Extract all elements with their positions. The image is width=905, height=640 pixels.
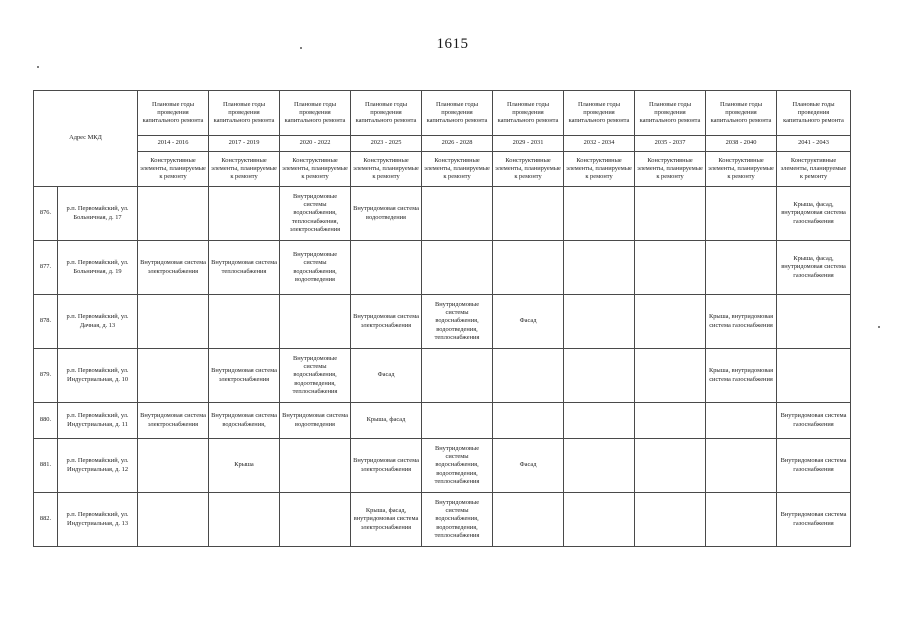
header-years-row <box>34 136 851 152</box>
elements-cell <box>564 439 635 493</box>
period-years-cell: 2020 - 2022 <box>280 136 351 152</box>
elements-cell: Внутридомовая система электроснабжения <box>351 295 422 349</box>
elements-cell <box>564 349 635 403</box>
elements-cell <box>635 187 706 241</box>
elements-cell <box>706 493 777 547</box>
period-years-cell: 2026 - 2028 <box>422 136 493 152</box>
period-years-cell: 2032 - 2034 <box>564 136 635 152</box>
elements-cell <box>493 241 564 295</box>
elements-cell: Крыша, фасад, внутридомовая система электроснабжения <box>351 493 422 547</box>
header-period-row <box>34 91 851 136</box>
period-title-cell: Плановые годы проведения капитального ремонта <box>564 91 635 136</box>
elements-cell <box>422 241 493 295</box>
scan-speck <box>300 47 302 49</box>
elements-cell: Внутридомовая система электроснабжения <box>209 349 280 403</box>
elements-header-cell: Конструктивные элементы, планируемые к ремонту <box>635 152 706 187</box>
period-years-cell: 2023 - 2025 <box>351 136 422 152</box>
period-title-cell: Плановые годы проведения капитального ремонта <box>209 91 280 136</box>
elements-cell: Внутридомовая система газоснабжения <box>777 439 851 493</box>
elements-cell <box>635 403 706 439</box>
elements-header-cell: Конструктивные элементы, планируемые к ремонту <box>706 152 777 187</box>
elements-cell: Внутридомовые системы водоснабжения, водоотведения <box>280 241 351 295</box>
address-cell: р.п. Первомайский, ул. Дачная, д. 13 <box>58 295 138 349</box>
elements-cell <box>564 403 635 439</box>
header-elements-row <box>34 152 851 187</box>
period-years-cell: 2041 - 2043 <box>777 136 851 152</box>
period-years-cell: 2014 - 2016 <box>138 136 209 152</box>
elements-cell <box>209 295 280 349</box>
elements-cell <box>422 349 493 403</box>
table-row <box>34 493 851 547</box>
table-row <box>34 187 851 241</box>
period-years-cell: 2017 - 2019 <box>209 136 280 152</box>
elements-cell <box>564 493 635 547</box>
elements-cell: Внутридомовая система электроснабжения <box>138 403 209 439</box>
elements-cell <box>138 187 209 241</box>
period-title-cell: Плановые годы проведения капитального ремонта <box>706 91 777 136</box>
table-row <box>34 241 851 295</box>
elements-cell <box>564 241 635 295</box>
elements-cell <box>351 241 422 295</box>
row-number: 879. <box>34 349 58 403</box>
scan-speck <box>37 66 39 68</box>
elements-cell: Внутридомовая система газоснабжения <box>777 403 851 439</box>
elements-cell: Внутридомовая система водоотведения <box>280 403 351 439</box>
elements-cell: Внутридомовые системы водоснабжения, водоотведения, теплоснабжения <box>422 439 493 493</box>
elements-cell <box>280 439 351 493</box>
period-years-cell: 2038 - 2040 <box>706 136 777 152</box>
address-cell: р.п. Первомайский, ул. Индустриальная, д. 11 <box>58 403 138 439</box>
elements-cell <box>635 493 706 547</box>
elements-cell: Фасад <box>351 349 422 403</box>
period-title-cell: Плановые годы проведения капитального ремонта <box>493 91 564 136</box>
elements-cell: Внутридомовые системы водоснабжения, водоотведения, теплоснабжения <box>422 493 493 547</box>
elements-cell: Внутридомовая система теплоснабжения <box>209 241 280 295</box>
row-number: 878. <box>34 295 58 349</box>
repair-schedule-table <box>33 90 851 547</box>
elements-cell <box>209 187 280 241</box>
elements-cell: Крыша, фасад, внутридомовая система газоснабжения <box>777 241 851 295</box>
elements-cell <box>777 295 851 349</box>
address-cell: р.п. Первомайский, ул. Индустриальная, д. 13 <box>58 493 138 547</box>
elements-cell <box>138 295 209 349</box>
elements-cell <box>493 493 564 547</box>
elements-header-cell: Конструктивные элементы, планируемые к ремонту <box>777 152 851 187</box>
elements-cell: Внутридомовые системы водоснабжения, теплоснабжения, электроснабжения <box>280 187 351 241</box>
table-row <box>34 403 851 439</box>
scan-speck <box>878 326 880 328</box>
elements-cell <box>706 187 777 241</box>
elements-cell: Крыша, фасад <box>351 403 422 439</box>
period-title-cell: Плановые годы проведения капитального ремонта <box>280 91 351 136</box>
address-cell: р.п. Первомайский, ул. Индустриальная, д. 10 <box>58 349 138 403</box>
address-header: Адрес МКД <box>34 91 138 187</box>
elements-header-cell: Конструктивные элементы, планируемые к ремонту <box>280 152 351 187</box>
page-number: 1615 <box>436 36 469 52</box>
row-number: 881. <box>34 439 58 493</box>
elements-cell <box>138 493 209 547</box>
elements-cell <box>138 439 209 493</box>
elements-cell <box>635 295 706 349</box>
elements-cell: Внутридомовая система газоснабжения <box>777 493 851 547</box>
elements-cell <box>493 349 564 403</box>
elements-cell: Внутридомовые системы водоснабжения, водоотведения, теплоснабжения <box>422 295 493 349</box>
elements-cell: Крыша <box>209 439 280 493</box>
table-row <box>34 439 851 493</box>
elements-cell: Внутридомовая система водоотведения <box>351 187 422 241</box>
period-years-cell: 2029 - 2031 <box>493 136 564 152</box>
elements-cell <box>209 493 280 547</box>
period-title-cell: Плановые годы проведения капитального ремонта <box>351 91 422 136</box>
elements-cell <box>777 349 851 403</box>
row-number: 876. <box>34 187 58 241</box>
period-title-cell: Плановые годы проведения капитального ремонта <box>422 91 493 136</box>
table-row <box>34 295 851 349</box>
address-cell: р.п. Первомайский, ул. Больничная, д. 19 <box>58 241 138 295</box>
row-number: 882. <box>34 493 58 547</box>
elements-cell <box>422 187 493 241</box>
elements-cell: Фасад <box>493 295 564 349</box>
elements-cell <box>635 439 706 493</box>
period-title-cell: Плановые годы проведения капитального ремонта <box>635 91 706 136</box>
elements-cell: Крыша, внутридомовая система газоснабжения <box>706 349 777 403</box>
elements-cell <box>422 403 493 439</box>
elements-cell <box>564 187 635 241</box>
elements-header-cell: Конструктивные элементы, планируемые к ремонту <box>564 152 635 187</box>
period-years-cell: 2035 - 2037 <box>635 136 706 152</box>
elements-cell <box>706 241 777 295</box>
elements-cell <box>493 187 564 241</box>
elements-header-cell: Конструктивные элементы, планируемые к ремонту <box>138 152 209 187</box>
elements-header-cell: Конструктивные элементы, планируемые к ремонту <box>422 152 493 187</box>
elements-cell: Внутридомовая система электроснабжения <box>138 241 209 295</box>
elements-header-cell: Конструктивные элементы, планируемые к ремонту <box>209 152 280 187</box>
elements-cell <box>706 439 777 493</box>
elements-cell <box>635 349 706 403</box>
elements-cell <box>280 295 351 349</box>
elements-cell <box>493 403 564 439</box>
table-row <box>34 349 851 403</box>
elements-cell <box>280 493 351 547</box>
elements-cell <box>635 241 706 295</box>
row-number: 877. <box>34 241 58 295</box>
elements-cell: Внутридомовая система водоснабжения, <box>209 403 280 439</box>
elements-cell: Внутридомовые системы водоснабжения, водоотведения, теплоснабжения <box>280 349 351 403</box>
elements-header-cell: Конструктивные элементы, планируемые к ремонту <box>493 152 564 187</box>
elements-cell: Внутридомовая система электроснабжения <box>351 439 422 493</box>
elements-header-cell: Конструктивные элементы, планируемые к ремонту <box>351 152 422 187</box>
period-title-cell: Плановые годы проведения капитального ремонта <box>138 91 209 136</box>
elements-cell: Крыша, внутридомовая система газоснабжения <box>706 295 777 349</box>
period-title-cell: Плановые годы проведения капитального ремонта <box>777 91 851 136</box>
row-number: 880. <box>34 403 58 439</box>
elements-cell <box>706 403 777 439</box>
elements-cell: Фасад <box>493 439 564 493</box>
elements-cell <box>138 349 209 403</box>
address-cell: р.п. Первомайский, ул. Больничная, д. 17 <box>58 187 138 241</box>
elements-cell: Крыша, фасад, внутридомовая система газоснабжения <box>777 187 851 241</box>
elements-cell <box>564 295 635 349</box>
address-cell: р.п. Первомайский, ул. Индустриальная, д. 12 <box>58 439 138 493</box>
